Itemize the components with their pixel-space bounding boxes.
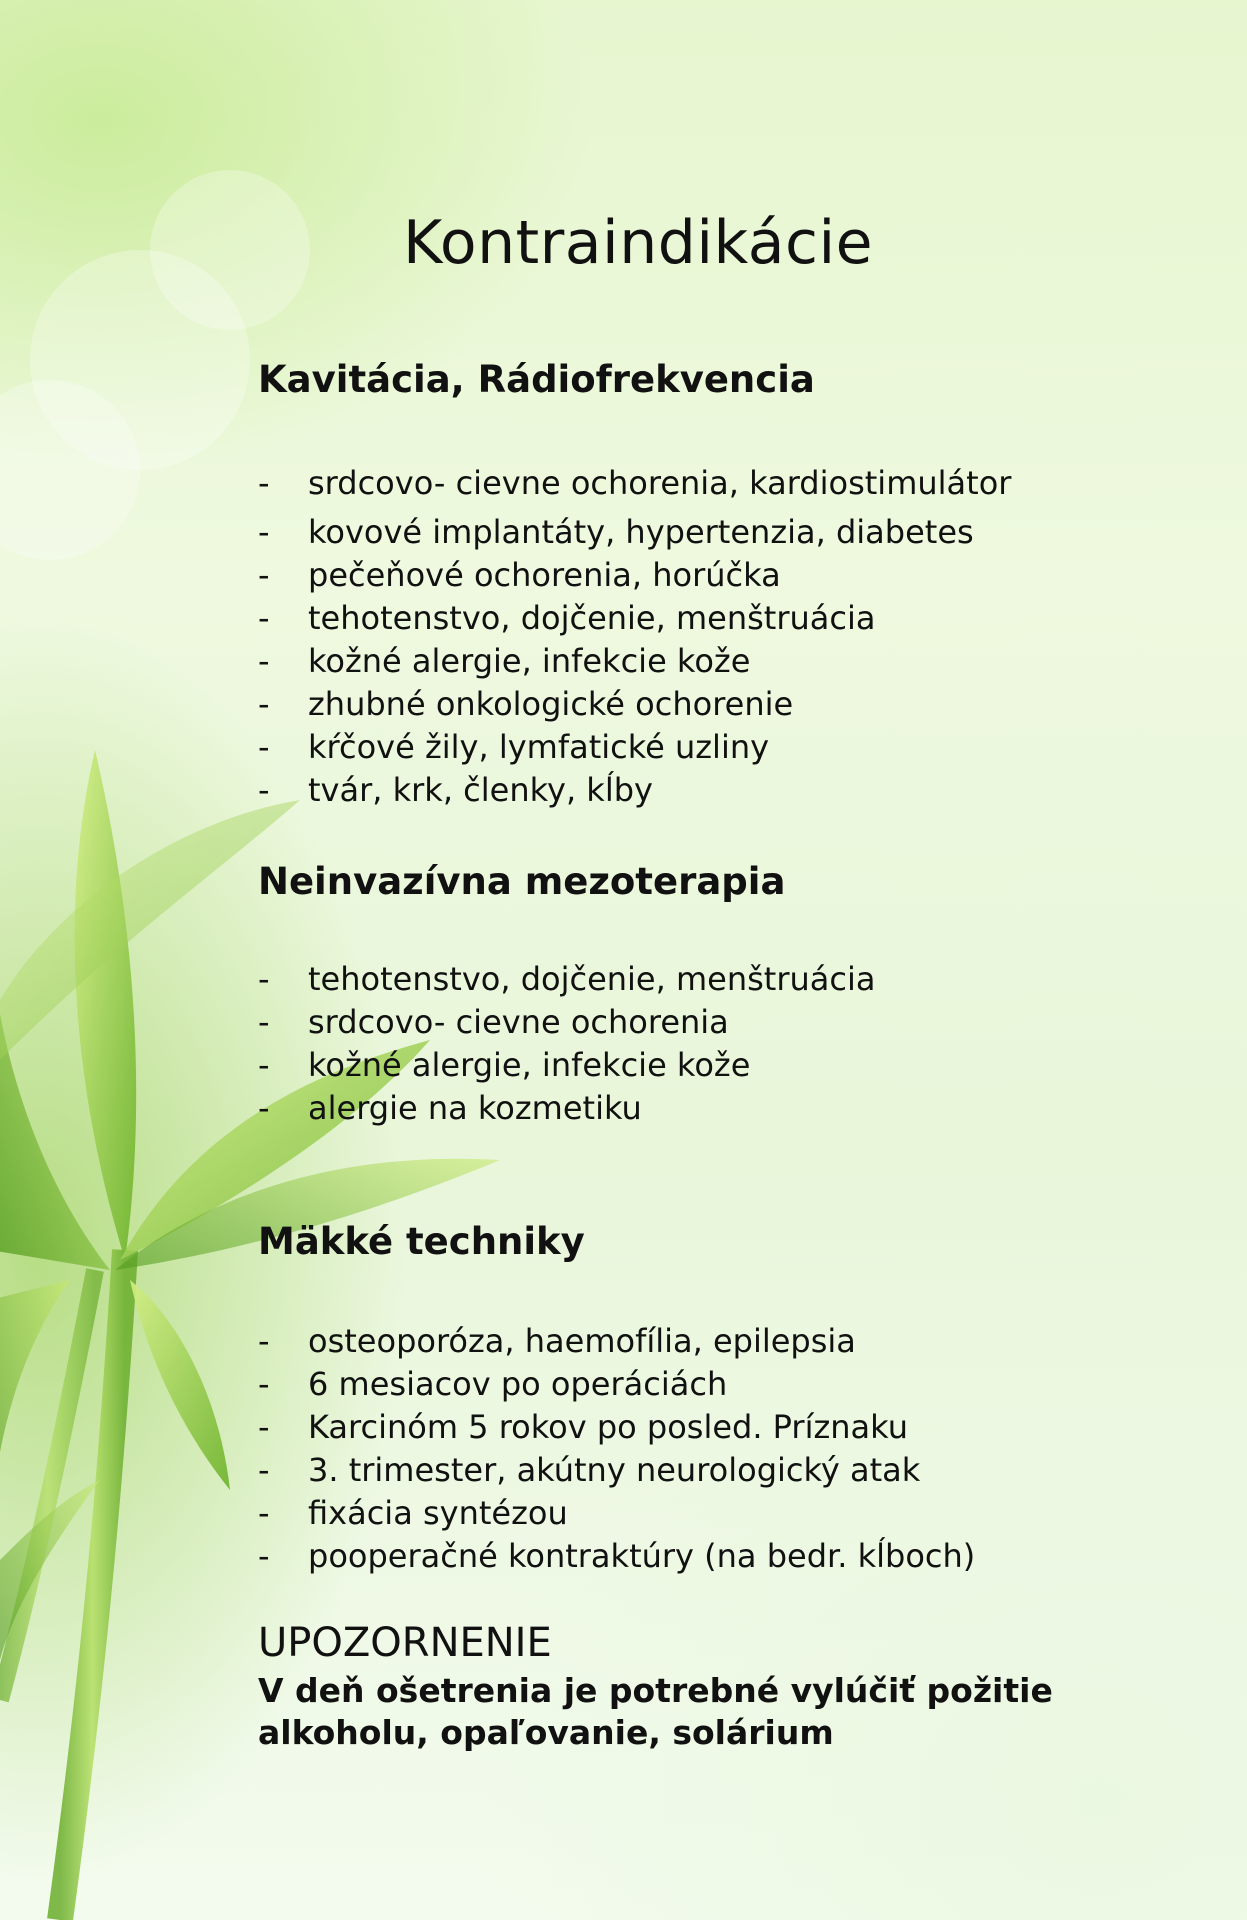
bullet-dash: - xyxy=(258,1494,270,1532)
bullet-dash: - xyxy=(258,1451,270,1489)
bullet-dash: - xyxy=(258,728,270,766)
list-item: - srdcovo- cievne ochorenia xyxy=(258,1001,875,1044)
bullet-dash: - xyxy=(258,464,270,502)
list-item: - 3. trimester, akútny neurologický atak xyxy=(258,1449,975,1492)
list-item: - tvár, krk, členky, kĺby xyxy=(258,769,1011,812)
list-item: - kŕčové žily, lymfatické uzliny xyxy=(258,726,1011,769)
bullet-dash: - xyxy=(258,1365,270,1403)
section-list-kavitacia xyxy=(258,462,1011,812)
bullet-dash: - xyxy=(258,1046,270,1084)
list-item: - kožné alergie, infekcie kože xyxy=(258,1044,875,1087)
bullet-dash: - xyxy=(258,960,270,998)
bullet-dash: - xyxy=(258,556,270,594)
list-item: - pečeňové ochorenia, horúčka xyxy=(258,554,1011,597)
list-item: - pooperačné kontraktúry (na bedr. kĺboch) xyxy=(258,1535,975,1578)
bullet-dash: - xyxy=(258,1003,270,1041)
bullet-dash: - xyxy=(258,771,270,809)
list-item: - tehotenstvo, dojčenie, menštruácia xyxy=(258,597,1011,640)
warning-title: UPOZORNENIE xyxy=(258,1620,552,1666)
section-heading-makke-techniky: Mäkké techniky xyxy=(258,1220,585,1263)
page-title: Kontraindikácie xyxy=(403,208,874,279)
list-item: - 6 mesiacov po operáciách xyxy=(258,1363,975,1406)
list-item: - alergie na kozmetiku xyxy=(258,1087,875,1130)
list-item: - Karcinóm 5 rokov po posled. Príznaku xyxy=(258,1406,975,1449)
warning-text: V deň ošetrenia je potrebné vylúčiť požitie alkoholu, opaľovanie, solárium xyxy=(258,1671,1053,1752)
section-heading-kavitacia: Kavitácia, Rádiofrekvencia xyxy=(258,358,815,401)
bullet-dash: - xyxy=(258,1089,270,1127)
bullet-dash: - xyxy=(258,599,270,637)
section-heading-mezoterapia: Neinvazívna mezoterapia xyxy=(258,860,786,903)
list-item: - srdcovo- cievne ochorenia, kardiostimulátor xyxy=(258,462,1011,511)
list-item: - zhubné onkologické ochorenie xyxy=(258,683,1011,726)
section-list-mezoterapia xyxy=(258,958,875,1130)
bullet-dash: - xyxy=(258,642,270,680)
bullet-dash: - xyxy=(258,1322,270,1360)
section-list-makke-techniky xyxy=(258,1320,975,1578)
list-item: - osteoporóza, haemofília, epilepsia xyxy=(258,1320,975,1363)
list-item: - tehotenstvo, dojčenie, menštruácia xyxy=(258,958,875,1001)
list-item: - kožné alergie, infekcie kože xyxy=(258,640,1011,683)
list-item: - kovové implantáty, hypertenzia, diabetes xyxy=(258,511,1011,554)
list-item: - fixácia syntézou xyxy=(258,1492,975,1535)
bullet-dash: - xyxy=(258,1537,270,1575)
bullet-dash: - xyxy=(258,1408,270,1446)
bullet-dash: - xyxy=(258,513,270,551)
bullet-dash: - xyxy=(258,685,270,723)
